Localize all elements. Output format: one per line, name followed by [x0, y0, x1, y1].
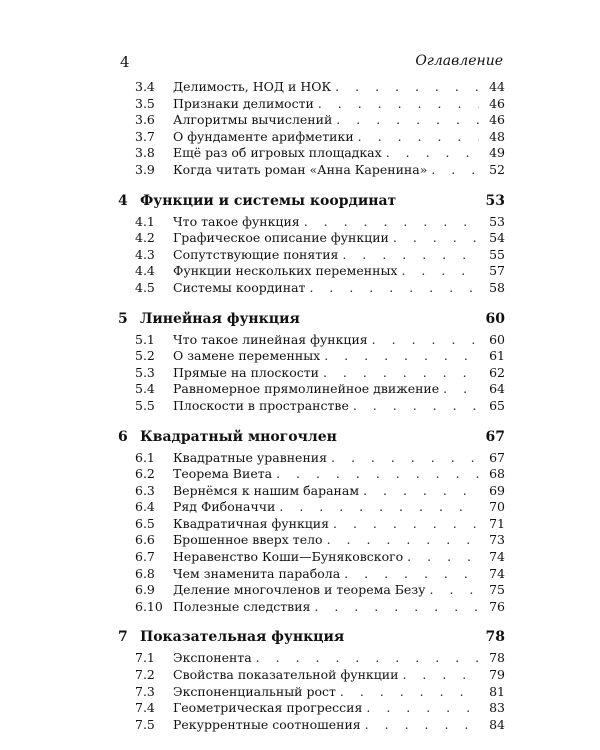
dot-leader	[402, 667, 479, 682]
chapter-heading	[115, 629, 505, 650]
section-number: 6.10	[135, 598, 163, 614]
chapter-title: Линейная функция	[140, 310, 300, 327]
toc-chapter	[115, 629, 505, 733]
section-title: Когда читать роман «Анна Каренина»	[173, 161, 428, 177]
section-page: 49	[489, 145, 505, 161]
dot-leader	[431, 162, 479, 177]
section-page: 74	[489, 565, 505, 581]
chapter-page: 53	[485, 192, 505, 209]
dot-leader	[386, 145, 479, 160]
toc-entry	[115, 499, 505, 516]
toc-chapter	[115, 429, 505, 616]
section-title: Полезные следствия	[173, 598, 311, 614]
section-page: 64	[489, 381, 505, 397]
page-number: 4	[120, 53, 130, 71]
section-number: 5.2	[135, 348, 155, 364]
toc-entry	[115, 700, 505, 717]
dot-leader	[342, 247, 479, 262]
toc-entry	[115, 599, 505, 616]
toc-entry	[115, 263, 505, 280]
section-page: 46	[489, 95, 505, 111]
toc-entry	[115, 582, 505, 599]
section-page: 60	[489, 331, 505, 347]
dot-leader	[358, 129, 479, 144]
dot-leader	[353, 398, 479, 413]
section-title: Что такое функция	[173, 213, 300, 229]
toc-entry	[115, 280, 505, 297]
section-title: Геометрическая прогрессия	[173, 700, 363, 716]
section-number: 3.6	[135, 112, 155, 128]
toc-entry	[115, 566, 505, 583]
dot-leader	[366, 700, 479, 715]
section-title: Квадратные уравнения	[173, 449, 328, 465]
section-number: 7.2	[135, 667, 155, 683]
section-number: 7.3	[135, 683, 155, 699]
toc-entry	[115, 466, 505, 483]
chapter-number: 4	[118, 192, 128, 209]
section-page: 79	[489, 667, 505, 683]
section-page: 75	[489, 582, 505, 598]
toc-entry	[115, 332, 505, 349]
section-number: 3.4	[135, 79, 155, 94]
section-title: Функции нескольких переменных	[173, 263, 398, 279]
toc-entry	[115, 717, 505, 734]
section-page: 48	[489, 128, 505, 144]
dot-leader	[304, 214, 479, 229]
toc-entry	[115, 381, 505, 398]
toc-entry	[115, 230, 505, 247]
section-number: 5.1	[135, 331, 155, 347]
section-number: 3.8	[135, 145, 155, 161]
section-number: 6.6	[135, 532, 155, 548]
section-number: 7.1	[135, 650, 155, 666]
dot-leader	[336, 112, 479, 127]
section-page: 52	[489, 161, 505, 177]
section-page: 65	[489, 397, 505, 413]
section-title: Деление многочленов и теорема Безу	[173, 582, 426, 598]
toc-entry	[115, 348, 505, 365]
section-title: Равномерное прямолинейное движение	[173, 381, 440, 397]
section-number: 6.7	[135, 549, 155, 565]
dot-leader	[256, 650, 479, 665]
section-page: 61	[489, 348, 505, 364]
section-page: 44	[489, 79, 505, 94]
section-title: Ряд Фибоначчи	[173, 499, 276, 515]
section-page: 73	[489, 532, 505, 548]
section-number: 6.4	[135, 499, 155, 515]
section-title: Квадратичная функция	[173, 515, 330, 531]
dot-leader	[279, 499, 479, 514]
toc-chapter	[115, 193, 505, 297]
section-title: Экспонента	[173, 650, 252, 666]
dot-leader	[430, 582, 479, 597]
section-number: 6.5	[135, 515, 155, 531]
section-title: Теорема Виета	[173, 466, 273, 482]
section-page: 71	[489, 515, 505, 531]
dot-leader	[443, 381, 479, 396]
section-number: 6.2	[135, 466, 155, 482]
section-title: Рекуррентные соотношения	[173, 716, 361, 732]
section-number: 3.9	[135, 161, 155, 177]
section-title: О замене переменных	[173, 348, 321, 364]
dot-leader	[327, 532, 479, 547]
section-title: Что такое линейная функция	[173, 331, 368, 347]
toc-entry	[115, 214, 505, 231]
toc-entry	[115, 79, 505, 96]
dot-leader	[393, 230, 479, 245]
dot-leader	[333, 516, 479, 531]
section-number: 6.8	[135, 565, 155, 581]
section-number: 7.5	[135, 716, 155, 732]
dot-leader	[323, 365, 479, 380]
chapter-title: Показательная функция	[140, 629, 345, 646]
section-number: 6.9	[135, 582, 155, 598]
chapter-page: 78	[485, 629, 505, 646]
toc-entry	[115, 129, 505, 146]
section-page: 84	[489, 716, 505, 732]
section-number: 5.4	[135, 381, 155, 397]
dot-leader	[401, 263, 479, 278]
section-title: Признаки делимости	[173, 95, 314, 111]
section-number: 7.4	[135, 700, 155, 716]
dot-leader	[363, 483, 479, 498]
chapter-page: 67	[485, 428, 505, 445]
section-number: 6.1	[135, 449, 155, 465]
toc-entry	[115, 483, 505, 500]
section-title: Системы координат	[173, 279, 306, 295]
section-page: 54	[489, 230, 505, 246]
section-title: Брошенное вверх тело	[173, 532, 323, 548]
section-page: 70	[489, 499, 505, 515]
toc-entry	[115, 667, 505, 684]
toc-entry	[115, 684, 505, 701]
section-title: Алгоритмы вычислений	[173, 112, 333, 128]
chapter-title: Квадратный многочлен	[140, 428, 337, 445]
section-page: 55	[489, 246, 505, 262]
section-page: 76	[489, 598, 505, 614]
dot-leader	[372, 332, 479, 347]
dot-leader	[407, 549, 479, 564]
toc-chapter	[115, 311, 505, 415]
section-title: Делимость, НОД и НОК	[173, 79, 332, 94]
toc-entry	[115, 112, 505, 129]
section-page: 57	[489, 263, 505, 279]
dot-leader	[324, 348, 479, 363]
toc-chapter	[115, 79, 505, 179]
section-page: 62	[489, 364, 505, 380]
section-title: Экспоненциальный рост	[173, 683, 336, 699]
toc-entry	[115, 145, 505, 162]
section-title: Сопутствующие понятия	[173, 246, 339, 262]
toc-entry	[115, 549, 505, 566]
toc-entry	[115, 96, 505, 113]
section-title: Прямые на плоскости	[173, 364, 319, 380]
chapter-heading	[115, 193, 505, 214]
section-number: 3.5	[135, 95, 155, 111]
section-title: Свойства показательной функции	[173, 667, 399, 683]
section-number: 4.5	[135, 279, 155, 295]
chapter-heading	[115, 311, 505, 332]
dot-leader	[340, 684, 479, 699]
chapter-number: 7	[118, 629, 128, 646]
section-page: 78	[489, 650, 505, 666]
section-page: 67	[489, 449, 505, 465]
section-title: О фундаменте арифметики	[173, 128, 354, 144]
running-title: Оглавление	[415, 53, 503, 69]
chapter-number: 6	[118, 428, 128, 445]
dot-leader	[331, 450, 479, 465]
section-number: 6.3	[135, 482, 155, 498]
section-number: 5.5	[135, 397, 155, 413]
section-number: 4.3	[135, 246, 155, 262]
section-page: 81	[489, 683, 505, 699]
section-page: 53	[489, 213, 505, 229]
chapter-number: 5	[118, 310, 128, 327]
toc-entry	[115, 450, 505, 467]
section-title: Плоскости в пространстве	[173, 397, 349, 413]
dot-leader	[335, 79, 479, 94]
section-page: 74	[489, 549, 505, 565]
section-title: Графическое описание функции	[173, 230, 389, 246]
section-number: 5.3	[135, 364, 155, 380]
section-page: 68	[489, 466, 505, 482]
dot-leader	[344, 566, 479, 581]
dot-leader	[318, 96, 479, 111]
toc-entry	[115, 532, 505, 549]
dot-leader	[276, 466, 479, 481]
dot-leader	[314, 599, 479, 614]
section-title: Ещё раз об игровых площадках	[173, 145, 382, 161]
toc-entry	[115, 650, 505, 667]
section-number: 4.1	[135, 213, 155, 229]
section-title: Вернёмся к нашим баранам	[173, 482, 360, 498]
toc-entry	[115, 516, 505, 533]
toc-entry	[115, 247, 505, 264]
toc-entry	[115, 398, 505, 415]
section-page: 46	[489, 112, 505, 128]
section-number: 3.7	[135, 128, 155, 144]
toc-entry	[115, 365, 505, 382]
section-number: 4.4	[135, 263, 155, 279]
chapter-title: Функции и системы координат	[140, 192, 397, 209]
section-page: 83	[489, 700, 505, 716]
section-page: 58	[489, 279, 505, 295]
section-title: Неравенство Коши—Буняковского	[173, 549, 404, 565]
dot-leader	[365, 717, 479, 732]
dot-leader	[309, 280, 479, 295]
chapter-heading	[115, 429, 505, 450]
section-title: Чем знаменита парабола	[173, 565, 341, 581]
toc-entry	[115, 162, 505, 179]
section-page: 69	[489, 482, 505, 498]
table-of-contents	[115, 79, 505, 733]
chapter-page: 60	[485, 310, 505, 327]
section-number: 4.2	[135, 230, 155, 246]
